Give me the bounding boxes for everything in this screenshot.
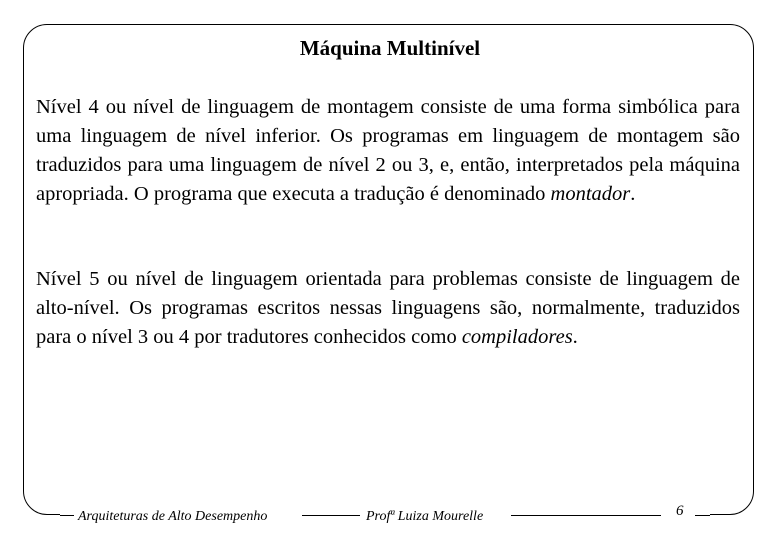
footer-rule-right (511, 515, 661, 516)
paragraph-level-4 (36, 93, 740, 209)
paragraph-level-4-text: Nível 4 ou nível de linguagem de montagem consiste de uma forma simbólica para uma linguagem de nível inferior. Os programas em linguagem de montagem são traduzidos para uma linguagem de nível 2 ou 3, e, então, interpretados pela máquina apropriada. O programa que executa a tradução é denominado (36, 96, 740, 205)
footer-rule-middle (302, 515, 360, 516)
footer-rule-left (60, 515, 74, 516)
paragraph-level-5-text: Nível 5 ou nível de linguagem orientada para problemas consiste de linguagem de alto-nível. Os programas escritos nessas linguagens são, normalmente, traduzidos para o nível 3 ou 4 por tradutores conhecidos como (36, 268, 740, 348)
term-compiladores: compiladores (461, 326, 573, 348)
paragraph-level-4-end: . (630, 183, 636, 205)
footer-rule-end (695, 515, 710, 516)
footer-author: Profª Luiza Mourelle (366, 509, 484, 524)
paragraph-level-5 (36, 265, 740, 352)
footer-course-name: Arquiteturas de Alto Desempenho (78, 509, 268, 524)
page-number: 6 (676, 503, 684, 519)
paragraph-level-5-end: . (572, 326, 578, 348)
slide-title: Máquina Multinível (299, 36, 481, 60)
term-montador: montador (550, 183, 631, 205)
